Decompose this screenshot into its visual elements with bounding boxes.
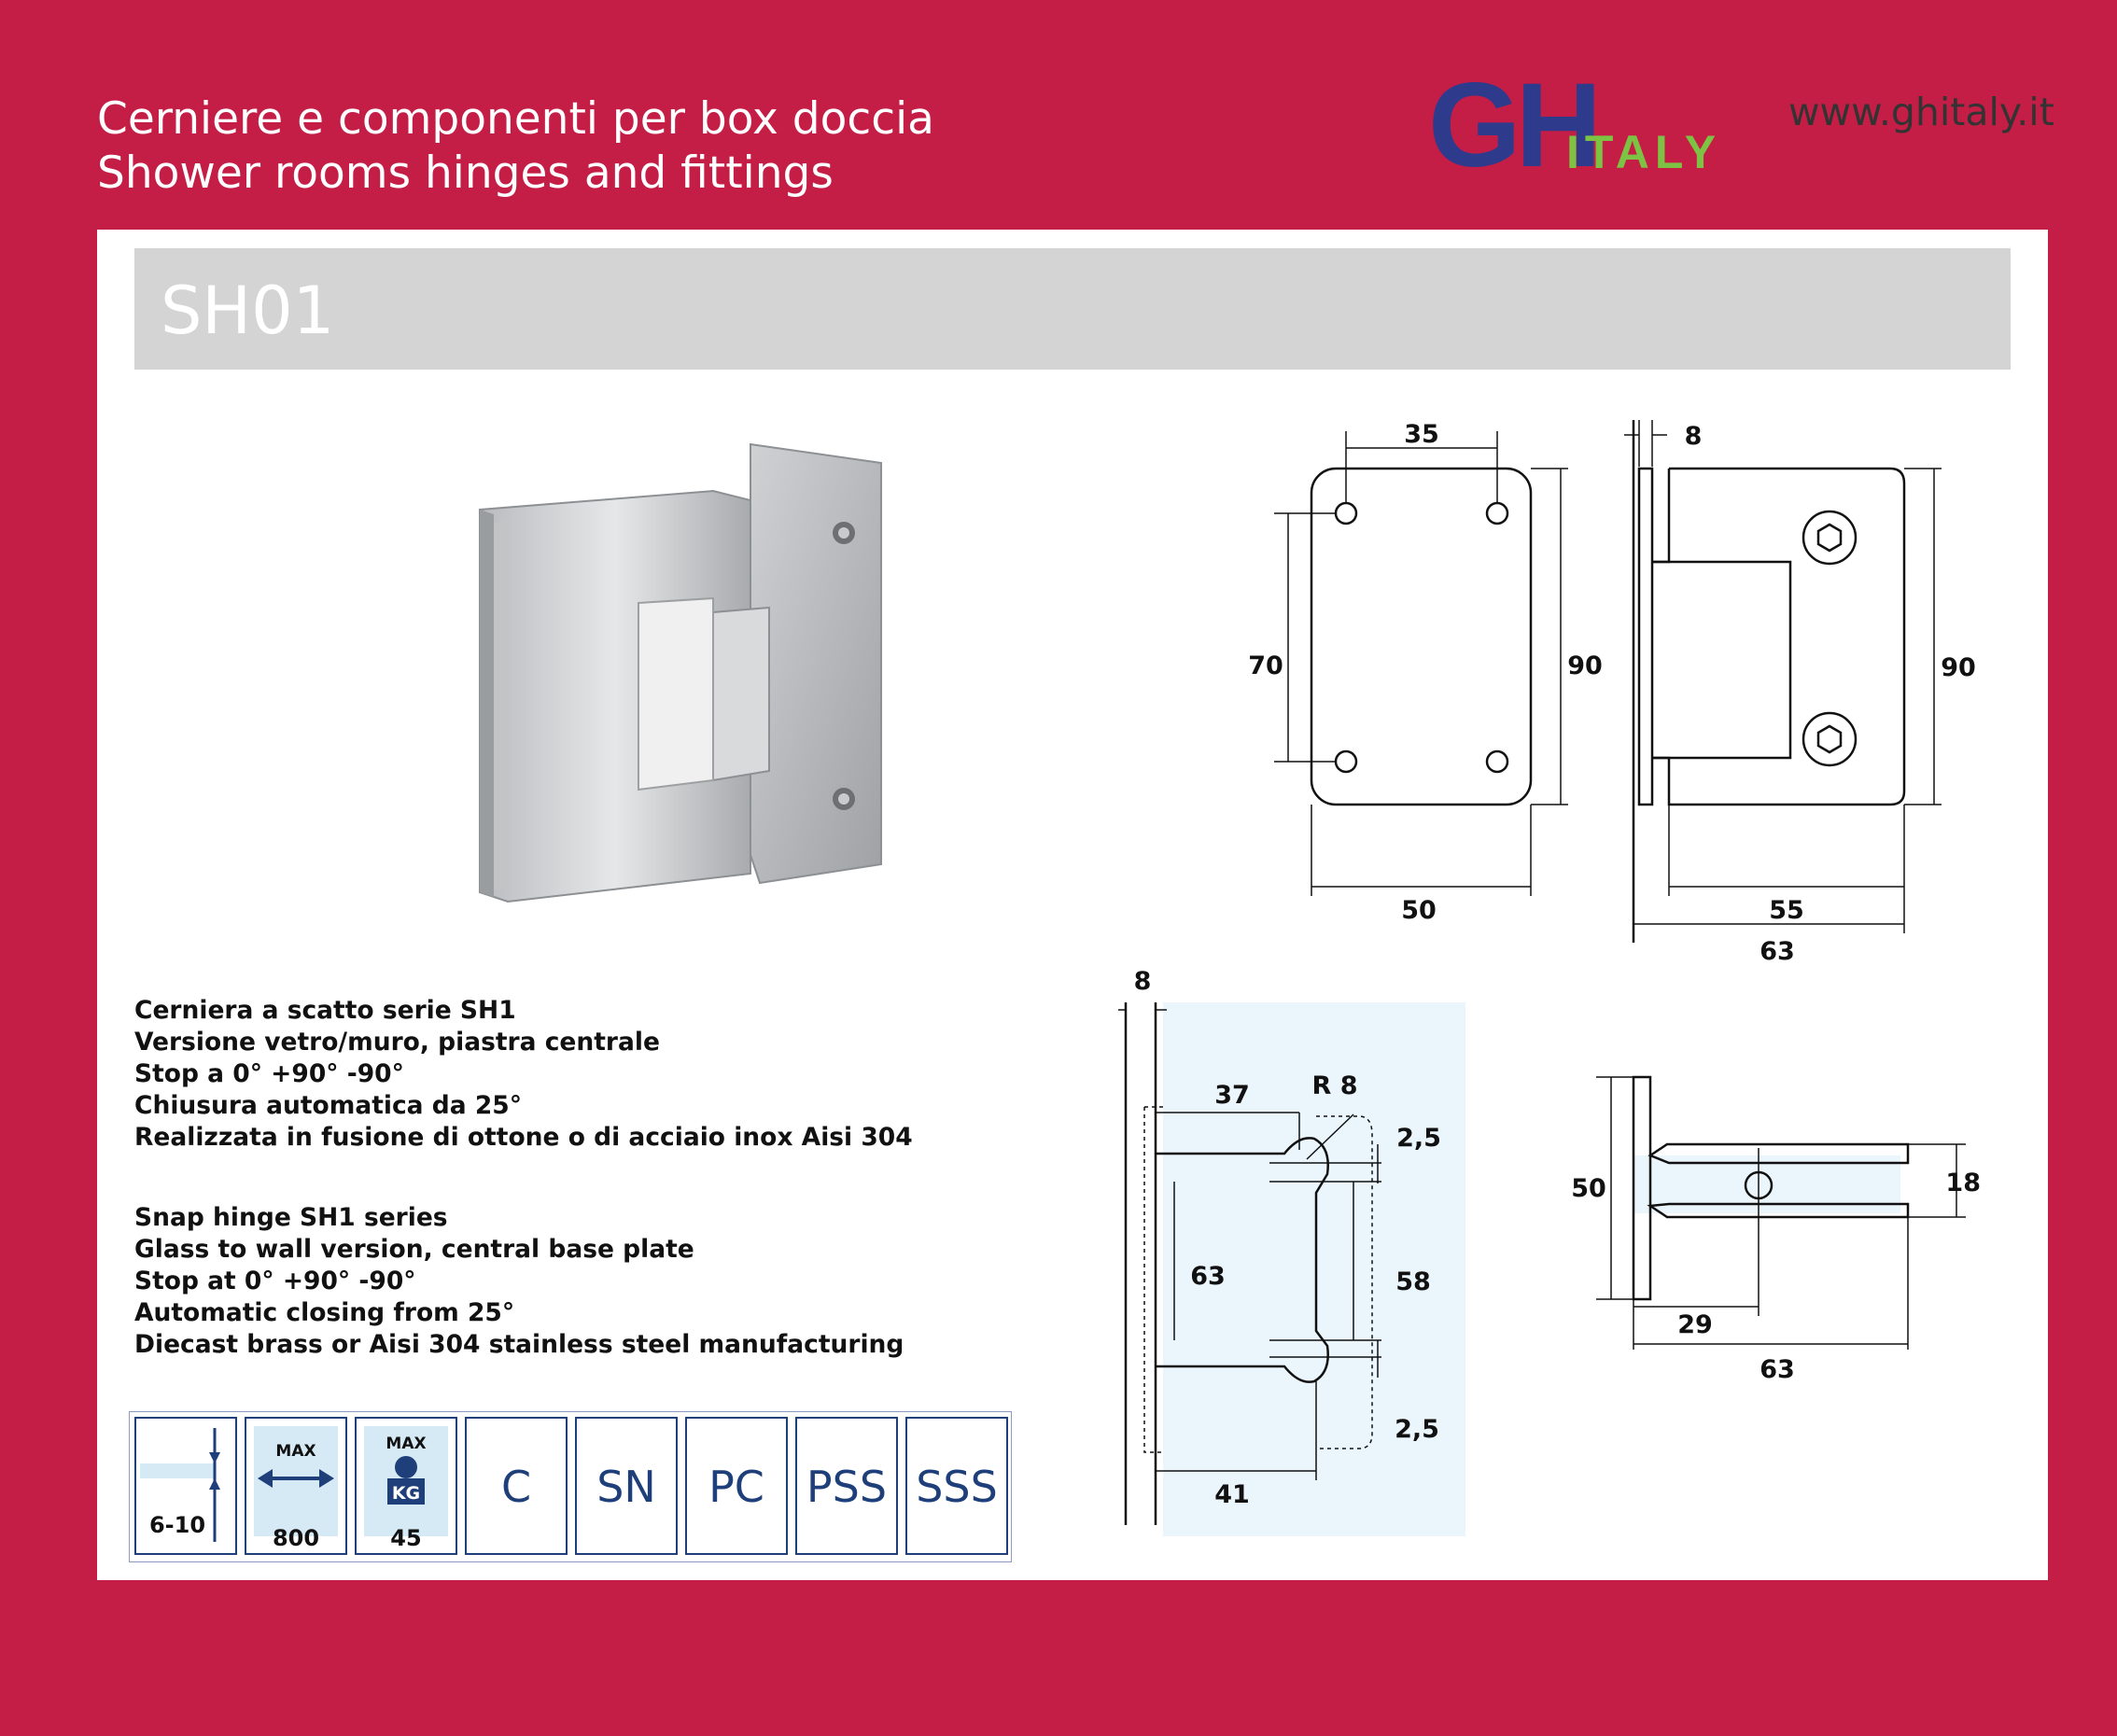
dim-front-height: 90: [1567, 651, 1603, 680]
dim-section-gap-bottom: 41: [1214, 1480, 1250, 1509]
finish-chrome: [465, 1417, 568, 1555]
max-width-value: 800: [272, 1525, 320, 1551]
glass-thickness-icon: [134, 1417, 237, 1555]
dim-front-width: 50: [1401, 896, 1437, 925]
dim-section-tol-bottom: 2,5: [1395, 1415, 1439, 1444]
desc-line: Glass to wall version, central base plate: [134, 1235, 694, 1264]
description-italian: [134, 995, 913, 1154]
glass-cutout-drawing: [1083, 967, 1475, 1536]
dim-section-tol-top: 2,5: [1396, 1124, 1441, 1153]
desc-line: Chiusura automatica da 25°: [134, 1091, 522, 1120]
desc-line: Diecast brass or Aisi 304 stainless steel manufacturing: [134, 1330, 904, 1359]
finish-label: PC: [708, 1462, 764, 1512]
product-title-bar: [134, 248, 2011, 370]
desc-line: Realizzata in fusione di ottone o di acciaio inox Aisi 304: [134, 1123, 913, 1152]
finish-satin-nickel: [575, 1417, 678, 1555]
top-view-drawing: [1559, 1055, 1988, 1391]
desc-line: Versione vetro/muro, piastra centrale: [134, 1028, 660, 1057]
max-weight-value: 45: [390, 1525, 422, 1551]
max-weight-label: MAX: [386, 1435, 427, 1453]
dim-side-plate: 8: [1684, 422, 1703, 451]
desc-line: Cerniera a scatto serie SH1: [134, 996, 516, 1025]
finish-label: C: [500, 1462, 532, 1512]
desc-line: Snap hinge SH1 series: [134, 1203, 448, 1232]
dim-side-body: 55: [1769, 896, 1804, 925]
dim-top-glass: 18: [1945, 1169, 1981, 1197]
dim-section-radius: R 8: [1311, 1071, 1358, 1100]
dim-side-total: 63: [1759, 937, 1795, 966]
finish-polished-chrome: [685, 1417, 788, 1555]
ghitaly-logo: [1428, 54, 1764, 175]
finish-satin-stainless: [905, 1417, 1008, 1555]
glass-thickness-value: 6-10: [148, 1512, 206, 1538]
front-side-drawing: [1232, 411, 1979, 971]
dim-section-plate: 8: [1133, 967, 1152, 996]
dim-section-inner: 58: [1395, 1267, 1431, 1296]
finish-label: SSS: [916, 1462, 998, 1512]
dim-top-height: 50: [1571, 1174, 1606, 1203]
max-width-label: MAX: [275, 1442, 316, 1461]
dim-section-gap-top: 37: [1214, 1081, 1250, 1110]
max-width-icon: [245, 1417, 347, 1555]
desc-line: Automatic closing from 25°: [134, 1298, 515, 1327]
desc-line: Stop a 0° +90° -90°: [134, 1059, 404, 1088]
svg-text:GH: GH: [1428, 59, 1596, 175]
description-english: [134, 1202, 904, 1361]
weight-unit: KG: [391, 1483, 421, 1504]
finish-polished-stainless: [795, 1417, 898, 1555]
dim-front-hole-w: 35: [1404, 420, 1439, 449]
max-weight-icon: [355, 1417, 457, 1555]
website-link[interactable]: www.ghitaly.it: [1788, 90, 2054, 134]
dim-front-hole-h: 70: [1248, 651, 1283, 680]
finish-label: PSS: [806, 1462, 888, 1512]
finish-label: SN: [596, 1462, 656, 1512]
dim-top-axis: 29: [1677, 1310, 1713, 1339]
product-code: SH01: [161, 273, 335, 349]
dim-section-opening: 63: [1190, 1262, 1226, 1291]
header-title-italian: Cerniere e componenti per box doccia: [97, 93, 934, 145]
dim-top-total: 63: [1759, 1355, 1795, 1384]
header-title-english: Shower rooms hinges and fittings: [97, 147, 834, 199]
dim-side-height: 90: [1941, 653, 1976, 682]
svg-text:ITALY: ITALY: [1566, 126, 1722, 175]
desc-line: Stop at 0° +90° -90°: [134, 1267, 416, 1295]
hinge-photo: [452, 426, 937, 1004]
